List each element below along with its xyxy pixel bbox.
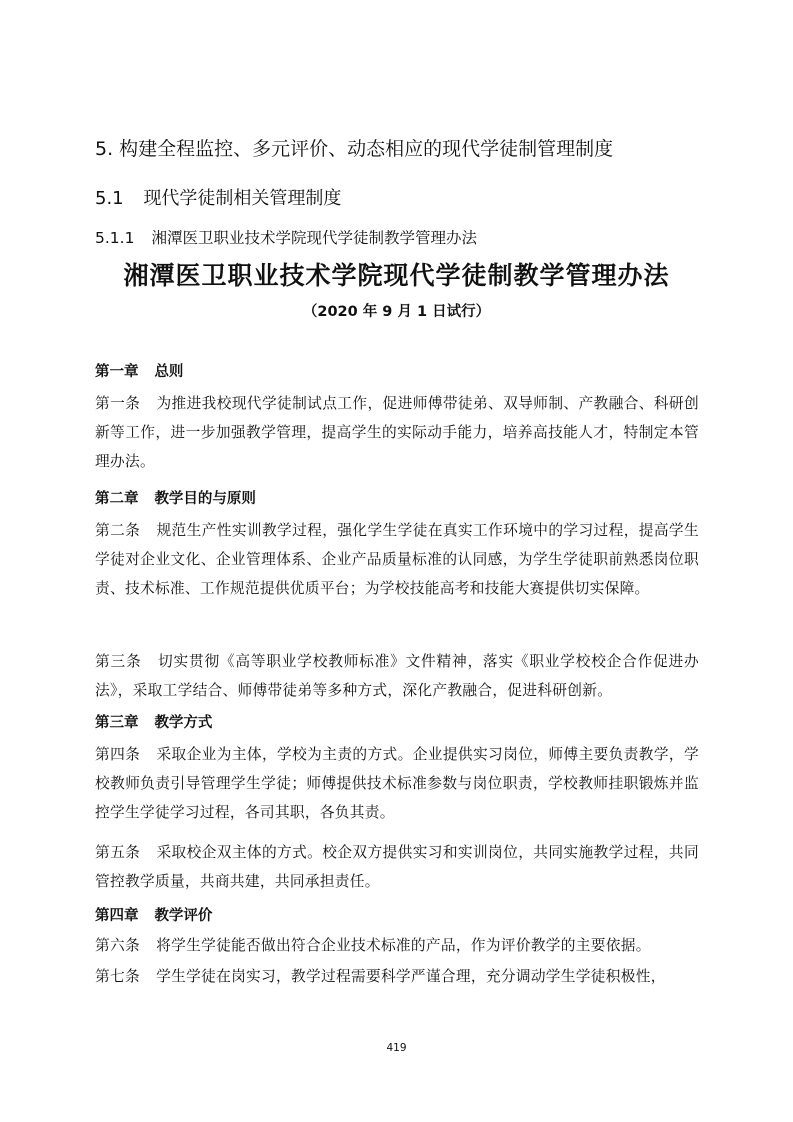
article-label: 第一条 (95, 395, 141, 412)
document-subtitle: （2020 年 9 月 1 日试行） (302, 304, 491, 320)
document-title: 湘潭医卫职业技术学院现代学徒制教学管理办法 (123, 261, 670, 290)
chapter-heading (95, 360, 183, 381)
chapter-heading (95, 904, 212, 925)
article-paragraph (95, 647, 699, 705)
section-heading: 5. 构建全程监控、多元评价、动态相应的现代学徒制管理制度 (95, 138, 614, 160)
page-number: 419 (386, 1042, 407, 1054)
chapter-title: 教学评价 (154, 908, 213, 924)
subsection-text: 现代学徒制相关管理制度 (143, 188, 342, 209)
chapter-label: 第三章 (95, 715, 139, 731)
article-paragraph (95, 516, 699, 603)
chapter-heading (95, 487, 256, 508)
article-label: 第三条 (95, 653, 142, 670)
article-text: 采取校企双主体的方式。校企双方提供实习和实训岗位，共同实施教学过程，共同管控教学质量，共商共建，共同承担责任。 (95, 844, 699, 890)
article-text: 切实贯彻《高等职业学校教师标准》文件精神，落实《职业学校校企合作促进办法》，采取工学结合、师傅带徒弟等多种方式，深化产教融合，促进科研创新。 (95, 653, 699, 699)
subsection-heading (95, 184, 713, 210)
article-paragraph (95, 962, 699, 991)
chapter-title: 教学目的与原则 (154, 491, 256, 507)
article-label: 第七条 (95, 968, 140, 985)
article-text: 将学生学徒能否做出符合企业技术标准的产品，作为评价教学的主要依据。 (156, 937, 651, 954)
subsection-number: 5.1 (95, 188, 124, 209)
subsubsection-number: 5.1.1 (95, 229, 135, 247)
subsubsection-text: 湘潭医卫职业技术学院现代学徒制教学管理办法 (151, 229, 478, 247)
chapter-label: 第二章 (95, 491, 139, 507)
article-label: 第五条 (95, 844, 141, 861)
article-label: 第四条 (95, 746, 141, 763)
article-paragraph (95, 931, 699, 960)
chapter-heading (95, 711, 212, 732)
article-paragraph (95, 389, 699, 476)
article-paragraph (95, 838, 699, 896)
article-text: 规范生产性实训教学过程，强化学生学徒在真实工作环境中的学习过程，提高学生学徒对企业文化、企业管理体系、企业产品质量标准的认同感，为学生学徒职前熟悉岗位职责、技术标准、工作规范提供优质平台；为学校技能高考和技能大赛提供切实保障。 (95, 522, 699, 597)
article-label: 第六条 (95, 937, 140, 954)
article-paragraph (95, 740, 699, 827)
article-label: 第二条 (95, 522, 141, 539)
article-text: 采取企业为主体，学校为主责的方式。企业提供实习岗位，师傅主要负责教学，学校教师负责引导管理学生学徒；师傅提供技术标准参数与岗位职责，学校教师挂职锻炼并监控学生学徒学习过程，各司其职，各负其责。 (95, 746, 699, 821)
chapter-label: 第一章 (95, 364, 139, 380)
article-text: 学生学徒在岗实习，教学过程需要科学严谨合理，充分调动学生学徒积极性， (156, 968, 666, 985)
article-text: 为推进我校现代学徒制试点工作，促进师傅带徒弟、双导师制、产教融合、科研创新等工作，进一步加强教学管理，提高学生的实际动手能力，培养高技能人才，特制定本管理办法。 (95, 395, 699, 470)
chapter-title: 总则 (154, 364, 184, 380)
chapter-label: 第四章 (95, 908, 139, 924)
subsubsection-heading (95, 226, 713, 248)
chapter-title: 教学方式 (154, 715, 213, 731)
